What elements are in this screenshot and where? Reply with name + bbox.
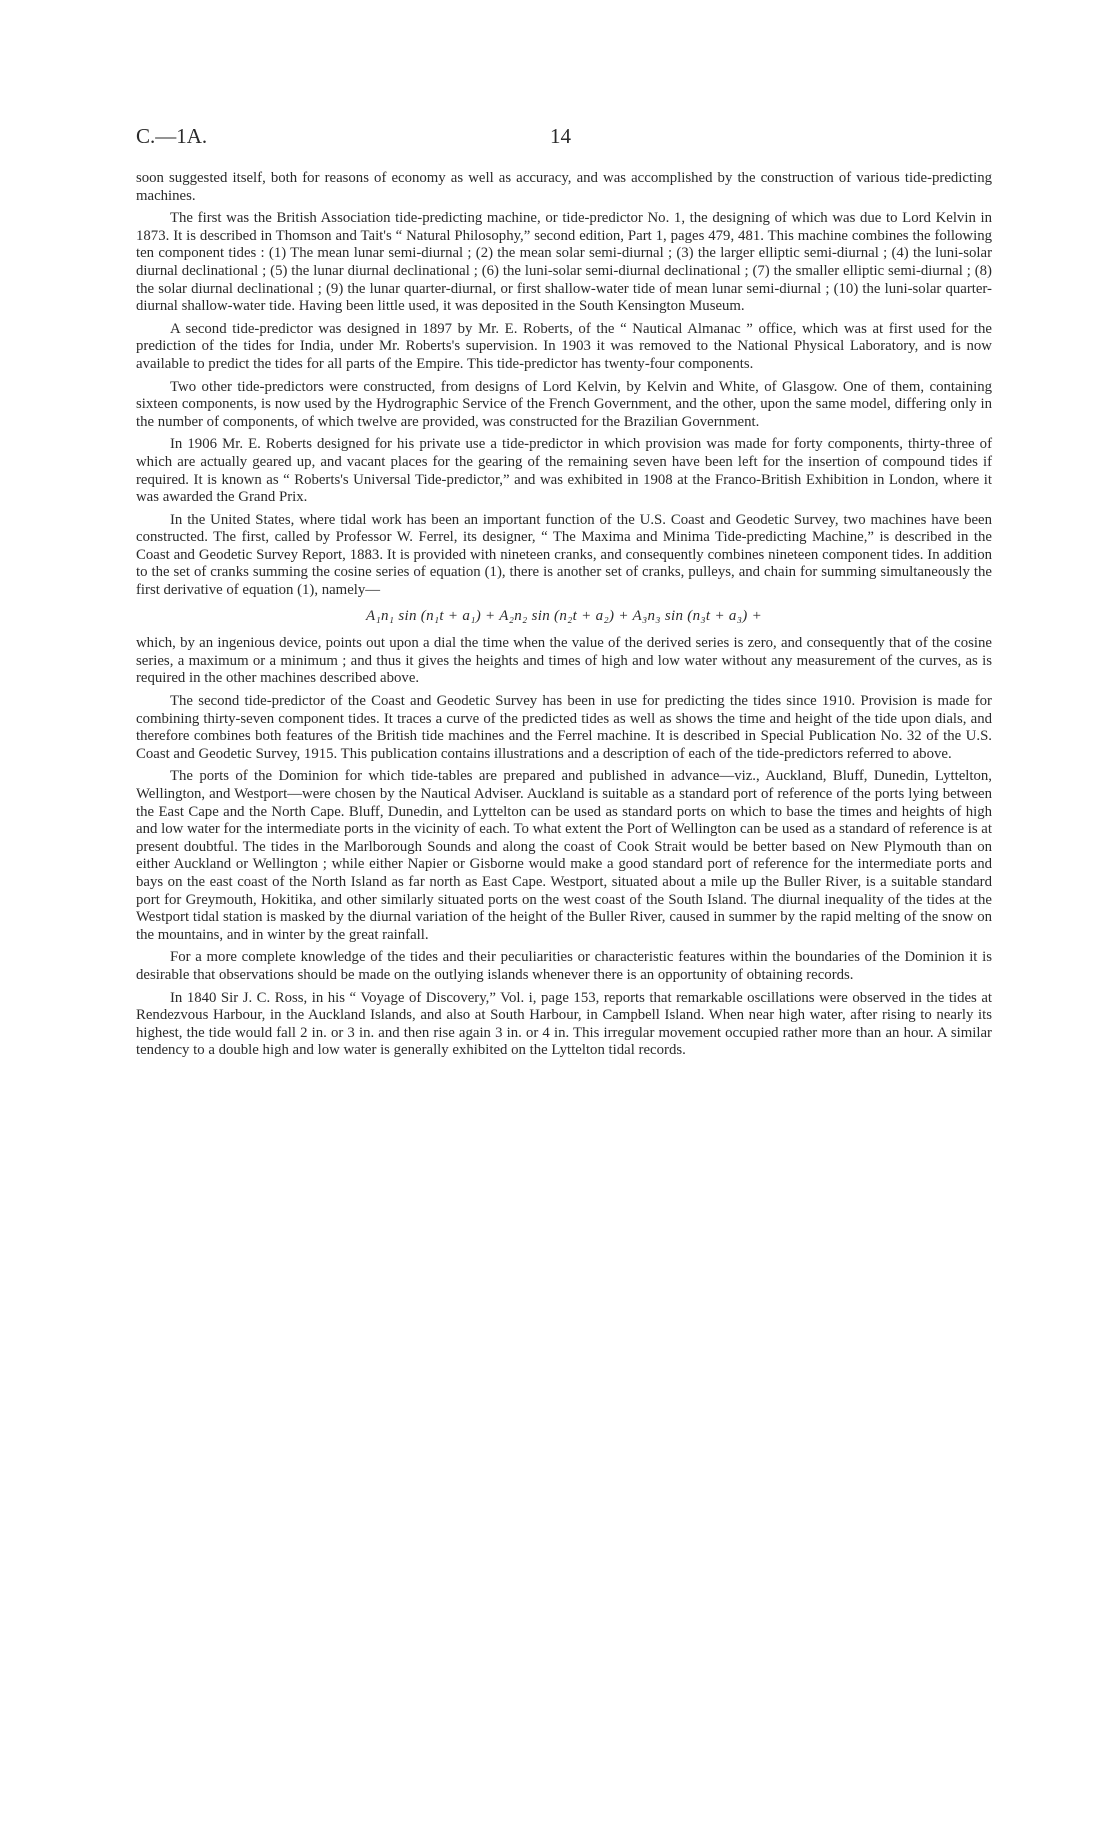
paragraph: The first was the British Association tide-predicting machine, or tide-predictor No. 1, the designing of which was due to Lord Kelvin in 1873. It is described in Thomson and Tait's “ Natural Philosophy,” second edition, Part 1, pages 479, 481. This machine combines the following ten component tides : (1) The mean lunar semi-diurnal ; (2) the mean solar semi-diurnal ; (3) the larger elliptic semi-diurnal ; (4) the luni-solar diurnal declinational ; (5) the lunar diurnal declinational ; (6) the luni-solar semi-diurnal declinational ; (7) the smaller elliptic semi-diurnal ; (8) the solar diurnal declinational ; (9) the lunar quarter-diurnal, or first shallow-water tide of mean lunar semi-diurnal ; (10) the luni-solar quarter-diurnal shallow-water tide. Having been little used, it was deposited in the South Kensington Museum.	[136, 210, 992, 315]
paragraph: In 1906 Mr. E. Roberts designed for his private use a tide-predictor in which provision was made for forty components, thirty-three of which are actually geared up, and vacant places for the gearing of the remaining seven have been left for the insertion of compound tides if required. It is known as “ Roberts's Universal Tide-predictor,” and was exhibited in 1908 at the Franco-British Exhibition in London, where it was awarded the Grand Prix.	[136, 436, 992, 506]
page-header	[136, 124, 992, 148]
paragraph: soon suggested itself, both for reasons of economy as well as accuracy, and was accomplished by the construction of various tide-predicting machines.	[136, 170, 992, 204]
paragraph: For a more complete knowledge of the tides and their peculiarities or characteristic features within the boundaries of the Dominion it is desirable that observations should be made on the outlying islands whenever there is an opportunity of obtaining records.	[136, 949, 992, 983]
equation: A₁n₁ sin (n₁t + a₁) + A₂n₂ sin (n₂t + a₂) + A₃n₃ sin (n₃t + a₃) +	[366, 607, 762, 624]
paragraph: In the United States, where tidal work has been an important function of the U.S. Coast and Geodetic Survey, two machines have been constructed. The first, called by Professor W. Ferrel, its designer, “ The Maxima and Minima Tide-predicting Machine,” is described in the Coast and Geodetic Survey Report, 1883. It is provided with nineteen cranks, and consequently combines nineteen component tides. In addition to the set of cranks summing the cosine series of equation (1), there is another set of cranks, pulleys, and chain for summing simultaneously the first derivative of equation (1), namely—	[136, 511, 992, 599]
paragraph: The second tide-predictor of the Coast and Geodetic Survey has been in use for predicting the tides since 1910. Provision is made for combining thirty-seven component tides. It traces a curve of the predicted tides as well as shows the time and height of the tide upon dials, and therefore combines both features of the British tide machines and the Ferrel machine. It is described in Special Publication No. 32 of the U.S. Coast and Geodetic Survey, 1915. This publication contains illustrations and a description of each of the tide-predictors referred to above.	[136, 693, 992, 762]
document-reference: C.—1A.	[136, 124, 208, 148]
paragraph: The ports of the Dominion for which tide-tables are prepared and published in advance—viz., Auckland, Bluff, Dunedin, Lyttelton, Wellington, and Westport—were chosen by the Nautical Adviser. Auckland is suitable as a standard port of reference of the ports lying between the East Cape and the North Cape. Bluff, Dunedin, and Lyttelton can be used as standard ports on which to base the times and heights of high and low water for the intermediate ports in the vicinity of each. To what extent the Port of Wellington can be used as a standard of reference is at present doubtful. The tides in the Marlborough Sounds and along the coast of Cook Strait would be better based on New Plymouth than on either Auckland or Wellington ; while either Napier or Gisborne would make a good standard port of reference for the intermediate ports and bays on the east coast of the North Island as far north as East Cape. Westport, situated about a mile up the Buller River, is a suitable standard port for Greymouth, Hokitika, and other similarly situated ports on the west coast of the South Island. The diurnal inequality of the tides at the Westport tidal station is masked by the diurnal variation of the height of the Buller River, caused in summer by the rapid melting of the snow on the mountains, and in winter by the great rainfall.	[136, 768, 992, 943]
paragraph: Two other tide-predictors were constructed, from designs of Lord Kelvin, by Kelvin and White, of Glasgow. One of them, containing sixteen components, is now used by the Hydrographic Service of the French Government, and the other, upon the same model, differing only in the number of components, of which twelve are provided, was constructed for the Brazilian Government.	[136, 378, 992, 430]
paragraph: In 1840 Sir J. C. Ross, in his “ Voyage of Discovery,” Vol. i, page 153, reports that remarkable oscillations were observed in the tides at Rendezvous Harbour, in the Auckland Islands, and also at South Harbour, in Campbell Island. When near high water, after rising to nearly its highest, the tide would fall 2 in. or 3 in. and then rise again 3 in. or 4 in. This irregular movement occupied rather more than an hour. A similar tendency to a double high and low water is generally exhibited on the Lyttelton tidal records.	[136, 989, 992, 1059]
paragraph: A second tide-predictor was designed in 1897 by Mr. E. Roberts, of the “ Nautical Almanac ” office, which was at first used for the prediction of the tides for India, under Mr. Roberts's supervision. In 1903 it was removed to the National Physical Laboratory, and is now available to predict the tides for all parts of the Empire. This tide-predictor has twenty-four components.	[136, 320, 992, 372]
paragraph: which, by an ingenious device, points out upon a dial the time when the value of the derived series is zero, and consequently that of the cosine series, a maximum or a minimum ; and thus it gives the heights and times of high and low water without any measurement of the curves, as is required in the other machines described above.	[136, 635, 992, 687]
page-number: 14	[550, 124, 571, 148]
body-text	[136, 170, 992, 1065]
